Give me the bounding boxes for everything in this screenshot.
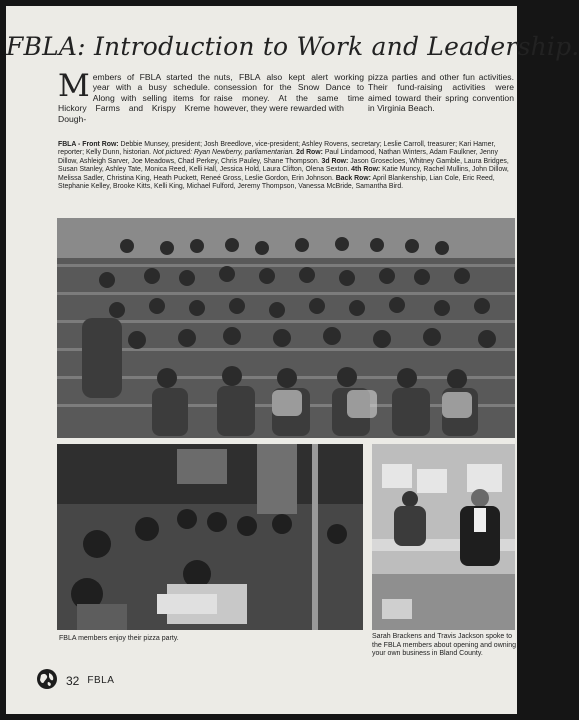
row3-names: Jason Grosecloes, Whitney Gamble, Laura Bridges, Susan Stanley, Ashley Tate, Monica Reed, Kelli Hall, Jessica Hold, Laura Clifton, Olena Sexton. [58,157,509,174]
body-column-3: pizza parties and other fun activities. Their fund-raising activities were aimed toward their spring convention in Virginia Beach. [368,72,514,114]
pizza-party-illustration [57,444,363,630]
yearbook-page [6,6,579,714]
group-photo [57,218,515,438]
guest-speakers-illustration [372,444,515,630]
row2-names: Paul Lindamood, Nathan Winters, Adam Faulkner, Jenny Dillow, Ashleigh Sarver, Joe Meadows, Chad Perkey, Chris Pauley, Shane Thompson. [58,149,498,165]
group-photo-illustration [57,218,515,438]
back-row-names: April Blankenship, Lian Cole, Eric Reed, Stephanie Kelley, Brooke Kitts, Kelli King, Michael Fulford, Jeremy Thompson, Vanessa McBride, Samantha Bird. [58,174,495,191]
section-name: FBLA [87,675,115,686]
not-pictured-label: Not pictured: [152,149,193,157]
page-number: 32 [66,673,80,688]
page-title: FBLA: Introduction to Work and Leadership. [6,32,579,61]
pizza-party-caption: FBLA members enjoy their pizza party. [59,635,179,642]
row4-names: Katie Muncy, Rachel Mullins, John Dillow, Melissa Sadler, Christina King, Heath Puckett, Reneé Gross, Leslie Gordon, Erin Johnson. [58,166,509,182]
globe-icon [36,668,58,693]
body-column-1 [58,68,210,124]
front-row-names: Debbie Munsey, president; Josh Breedlove, vice-president; Ashley Rovens, secretary; Leslie Carroll, treasurer; Kari Hamer, reporter; Kelly Dunn, historian. [58,141,496,157]
body-column-2: nuts, FBLA also kept alert working consession for the Snow Dance to raise money. At the same time however, they were rewarded with [214,72,364,114]
row2-label: 2d Row: [296,149,323,157]
speakers-caption: Sarah Brackens and Travis Jackson spoke to the FBLA members about opening and owning your own business in Bland County. [372,633,516,658]
front-row-label: FBLA - Front Row: [58,141,119,148]
roster-caption [58,141,514,191]
back-row-label: Back Row: [335,174,371,182]
not-pictured-names: Ryan Newberry, parliamentarian. [192,149,297,157]
drop-cap: M [58,68,90,104]
guest-speakers-photo [372,444,515,630]
body-text-1: embers of FBLA started the year with a busy schedule. Along with selling items for Hickory Farms and Krispy Kreme Dough- [58,72,210,124]
row4-label: 4th Row: [351,166,381,174]
pizza-party-photo [57,444,363,630]
page-footer [36,668,114,693]
row3-label: 3d Row: [321,157,349,165]
